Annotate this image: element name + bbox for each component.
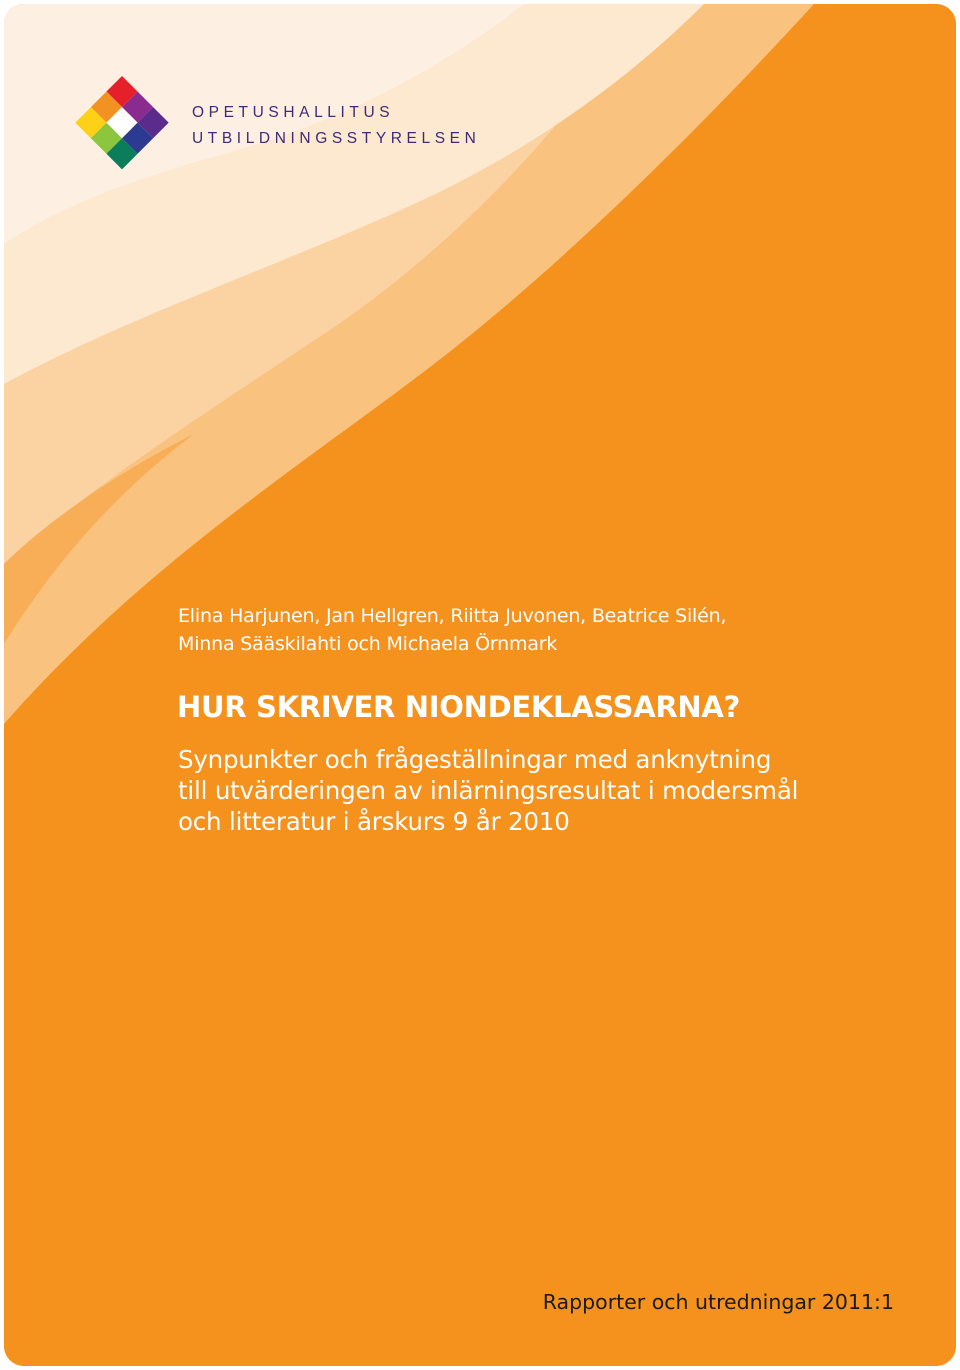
series-label: Rapporter och utredningar 2011:1 (542, 1290, 894, 1314)
report-cover (4, 4, 956, 1366)
logo-icon (72, 74, 172, 174)
author-line: Minna Sääskilahti och Michaela Örnmark (178, 633, 558, 655)
subtitle-line: till utvärderingen av inlärningsresultat i modersmål (178, 776, 799, 805)
organization-name-sv: UTBILDNINGSSTYRELSEN (192, 130, 481, 147)
author-list (178, 602, 726, 658)
diamond-mosaic-logo (72, 74, 172, 174)
report-subtitle (178, 744, 798, 837)
cover-wave-background (4, 4, 956, 1366)
report-title: HUR SKRIVER NIONDEKLASSARNA? (177, 690, 741, 724)
subtitle-line: och litteratur i årskurs 9 år 2010 (178, 807, 570, 836)
subtitle-line: Synpunkter och frågeställningar med anknytning (178, 745, 772, 774)
organization-name-fi: OPETUSHALLITUS (192, 104, 395, 121)
author-line: Elina Harjunen, Jan Hellgren, Riitta Juvonen, Beatrice Silén, (178, 605, 727, 627)
